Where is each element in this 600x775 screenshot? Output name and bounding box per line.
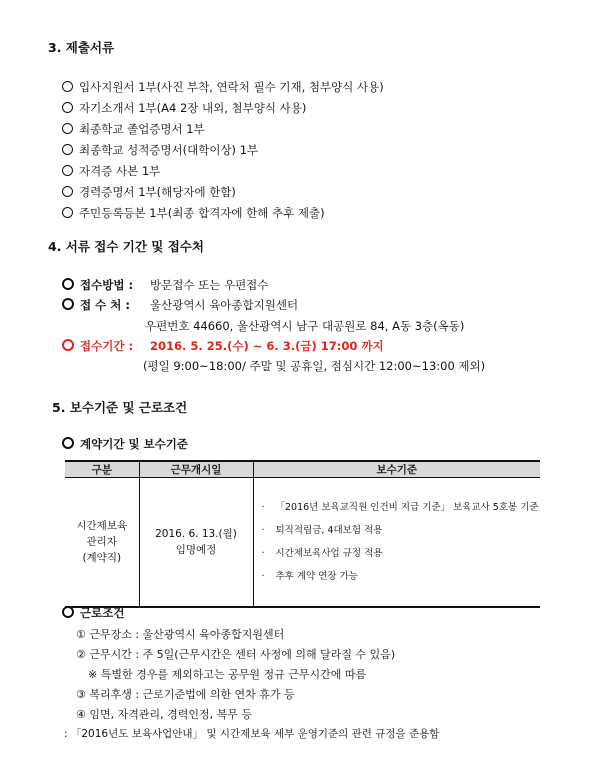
circle-bullet-icon (62, 278, 74, 290)
method-label: 접수방법 : (80, 278, 134, 292)
circle-bullet-icon (62, 437, 74, 449)
circle-bullet-icon (62, 81, 73, 92)
table-header: 보수기준 (253, 461, 540, 478)
circle-bullet-icon (62, 102, 73, 113)
table-header: 근무개시일 (139, 461, 253, 478)
circle-bullet-icon (62, 144, 73, 155)
place-address: 우편번호 44660, 울산광역시 남구 대공원로 84, A동 3층(옥동) (145, 319, 465, 333)
category-cell: 시간제보육 관리자 (계약직) (65, 478, 139, 608)
period-value: 2016. 5. 25.(수) ~ 6. 3.(금) 17:00 까지 (150, 339, 384, 353)
list-item: : 「2016년도 보육사업안내」 및 시간제보육 세부 운영기준의 관련 규정을 준용함 (64, 728, 440, 740)
table-row (65, 478, 540, 608)
circle-bullet-icon (62, 606, 74, 618)
place-value: 울산광역시 육아종합지원센터 (150, 298, 299, 312)
section-4-title: 4. 서류 접수 기간 및 접수처 (48, 239, 204, 254)
table-header-row (65, 461, 540, 478)
pay-table (65, 460, 540, 608)
period-row (62, 338, 384, 354)
section-5-title: 5. 보수기준 및 근로조건 (52, 400, 188, 415)
period-note: (평일 9:00~18:00/ 주말 및 공휴일, 점심시간 12:00~13:00 제외) (143, 359, 486, 373)
table-header: 구분 (65, 461, 139, 478)
list-item: 입사지원서 1부(사진 부착, 연락처 필수 기재, 첨부양식 사용) (62, 79, 384, 95)
list-item: ① 근무장소 : 울산광역시 육아종합지원센터 (76, 628, 285, 641)
section-3-title: 3. 제출서류 (48, 40, 115, 55)
work-subtitle: 근로조건 (62, 605, 124, 621)
circle-bullet-icon (62, 339, 74, 351)
period-label: 접수기간 : (80, 339, 134, 353)
circle-bullet-icon (62, 186, 73, 197)
list-item: 최종학교 성적증명서(대학이상) 1부 (62, 142, 258, 158)
method-row (62, 277, 268, 293)
list-item: · 「2016년 보육교직원 인건비 지급 기준」 보육교사 5호봉 기준 (261, 502, 539, 513)
list-item: · 추후 계약 연장 가능 (261, 571, 358, 582)
start-date-cell: 2016. 6. 13.(월) 임명예정 (139, 478, 253, 608)
list-item: ④ 임면, 자격관리, 경력인정, 복무 등 (76, 708, 252, 721)
list-item: · 퇴직적립금, 4대보험 적용 (261, 525, 383, 536)
contract-subtitle: 계약기간 및 보수기준 (62, 436, 188, 452)
place-row (62, 297, 298, 313)
list-item: 최종학교 졸업증명서 1부 (62, 121, 205, 137)
list-item: ※ 특별한 경우를 제외하고는 공무원 정규 근무시간에 따름 (88, 668, 367, 681)
method-value: 방문접수 또는 우편접수 (150, 278, 269, 292)
list-item: 자격증 사본 1부 (62, 163, 160, 179)
pay-standard-cell (253, 478, 540, 608)
list-item: · 시간제보육사업 규정 적용 (261, 548, 383, 559)
place-label: 접 수 처 : (80, 298, 130, 312)
list-item: ③ 복리후생 : 근로기준법에 의한 연차 휴가 등 (76, 688, 295, 701)
list-item: 자기소개서 1부(A4 2장 내외, 첨부양식 사용) (62, 100, 306, 116)
list-item: 경력증명서 1부(해당자에 한함) (62, 184, 236, 200)
circle-bullet-icon (62, 298, 74, 310)
list-item: ② 근무시간 : 주 5일(근무시간은 센터 사정에 의해 달라질 수 있음) (76, 648, 396, 661)
circle-bullet-icon (62, 207, 73, 218)
list-item: 주민등록등본 1부(최종 합격자에 한해 추후 제출) (62, 205, 325, 221)
circle-bullet-icon (62, 123, 73, 134)
circle-bullet-icon (62, 165, 73, 176)
